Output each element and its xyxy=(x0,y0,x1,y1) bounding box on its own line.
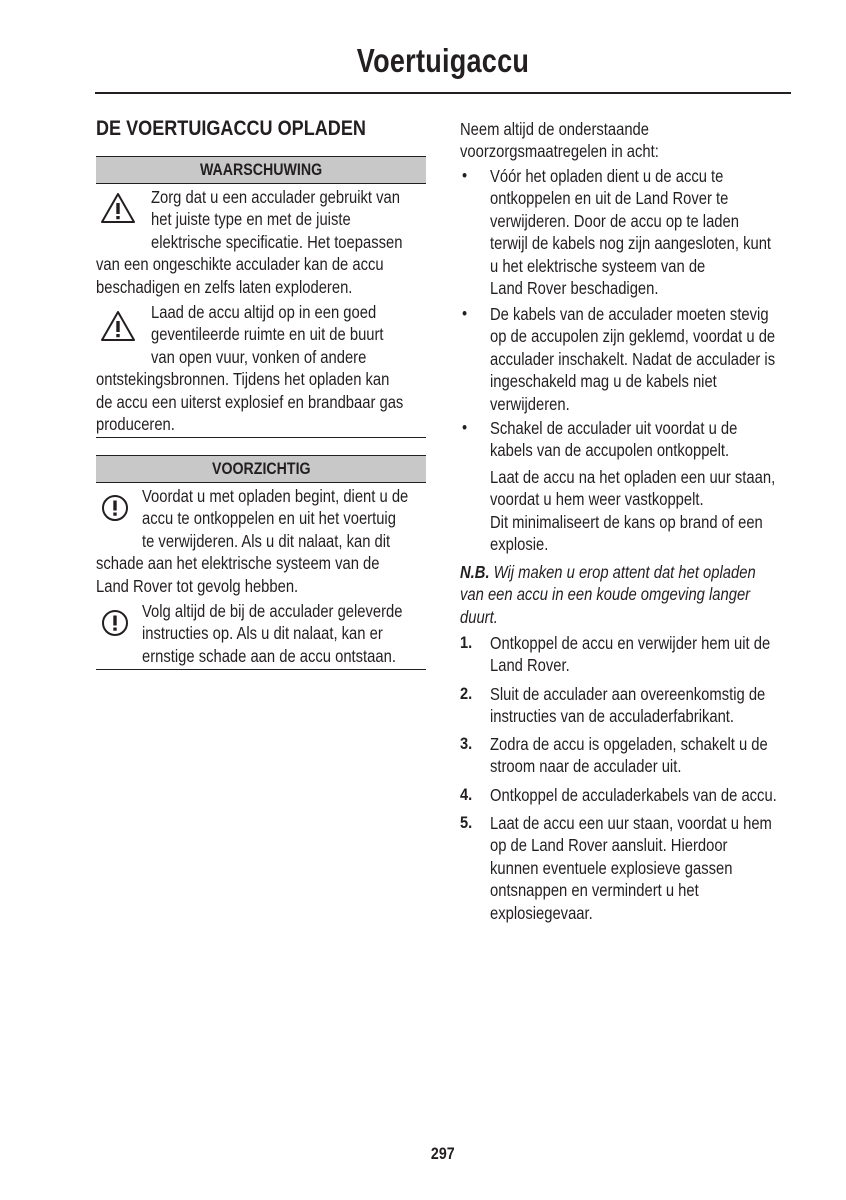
intro-text: Neem altijd de onderstaande voorzorgsmaatregelen in acht: xyxy=(460,119,659,162)
caution-header: VOORZICHTIG xyxy=(96,455,426,483)
page-number: 297 xyxy=(431,1145,455,1163)
warning-text-1: Zorg dat u een acculader gebruikt van het juiste type en met de juiste elektrische specificatie. Het toepassen van een ongeschikte acculader kan de accu beschadigen en zelfs laten exploderen. xyxy=(96,187,403,297)
note-label: N.B. xyxy=(460,562,490,582)
step-number: 4. xyxy=(460,785,473,804)
step-number: 5. xyxy=(460,813,473,832)
step-item: Zodra de accu is opgeladen, schakelt u de stroom naar de acculader uit. xyxy=(490,734,768,777)
caution-text-2: Volg altijd de bij de acculader geleverde instructies op. Als u dit nalaat, kan er ernstige schade aan de accu ontstaan. xyxy=(142,601,403,666)
caution-text-1: Voordat u met opladen begint, dient u de accu te ontkoppelen en uit het voertuig te verwijderen. Als u dit nalaat, kan dit schade aan het elektrische systeem van de Land Rover tot gevolg hebben. xyxy=(96,486,409,596)
section-heading: DE VOERTUIGACCU OPLADEN xyxy=(96,117,366,140)
bullet-extra-text: Laat de accu na het opladen een uur staan, voordat u hem weer vastkoppelt. Dit minimaliseert de kans op brand of een explosie. xyxy=(490,467,776,555)
title-rule xyxy=(95,92,791,94)
step-item: Laat de accu een uur staan, voordat u hem op de Land Rover aansluit. Hierdoor kunnen eventuele explosieve gassen ontsnappen en vermindert u het explosiegevaar. xyxy=(490,813,772,923)
step-number: 3. xyxy=(460,734,473,753)
warning-bottom-rule xyxy=(96,437,426,438)
step-item: Sluit de acculader aan overeenkomstig de instructies van de acculaderfabrikant. xyxy=(490,684,766,727)
step-number: 1. xyxy=(460,633,473,652)
warning-text-2: Laad de accu altijd op in een goed geventileerde ruimte en uit de buurt van open vuur, vonken of andere ontstekingsbronnen. Tijdens het opladen kan de accu een uiterst explosief en brandbaar gas produceren. xyxy=(96,302,404,434)
bullet-marker: • xyxy=(462,166,468,185)
bullet-item: De kabels van de acculader moeten stevig op de accupolen zijn geklemd, voordat u de acculader inschakelt. Nadat de acculader is ingeschakeld mag u de kabels niet verwijderen. xyxy=(490,304,776,414)
bullet-marker: • xyxy=(462,304,468,323)
caution-bottom-rule xyxy=(96,669,426,670)
page-title: Voertuigaccu xyxy=(356,42,530,79)
bullet-marker: • xyxy=(462,418,468,437)
warning-header: WAARSCHUWING xyxy=(96,156,426,184)
bullet-item: Schakel de acculader uit voordat u de kabels van de accupolen ontkoppelt. xyxy=(490,418,738,461)
step-item: Ontkoppel de accu en verwijder hem uit de Land Rover. xyxy=(490,633,771,676)
step-number: 2. xyxy=(460,684,473,703)
bullet-item: Vóór het opladen dient u de accu te ontkoppelen en uit de Land Rover te verwijderen. Door de accu op te laden terwijl de kabels nog zijn aangesloten, kunt u het elektrische systeem van de Land Rover beschadigen. xyxy=(490,166,772,298)
note-text: N.B. Wij maken u erop attent dat het opladen van een accu in een koude omgeving langer duurt. xyxy=(460,562,756,627)
step-item: Ontkoppel de acculaderkabels van de accu. xyxy=(490,785,777,805)
